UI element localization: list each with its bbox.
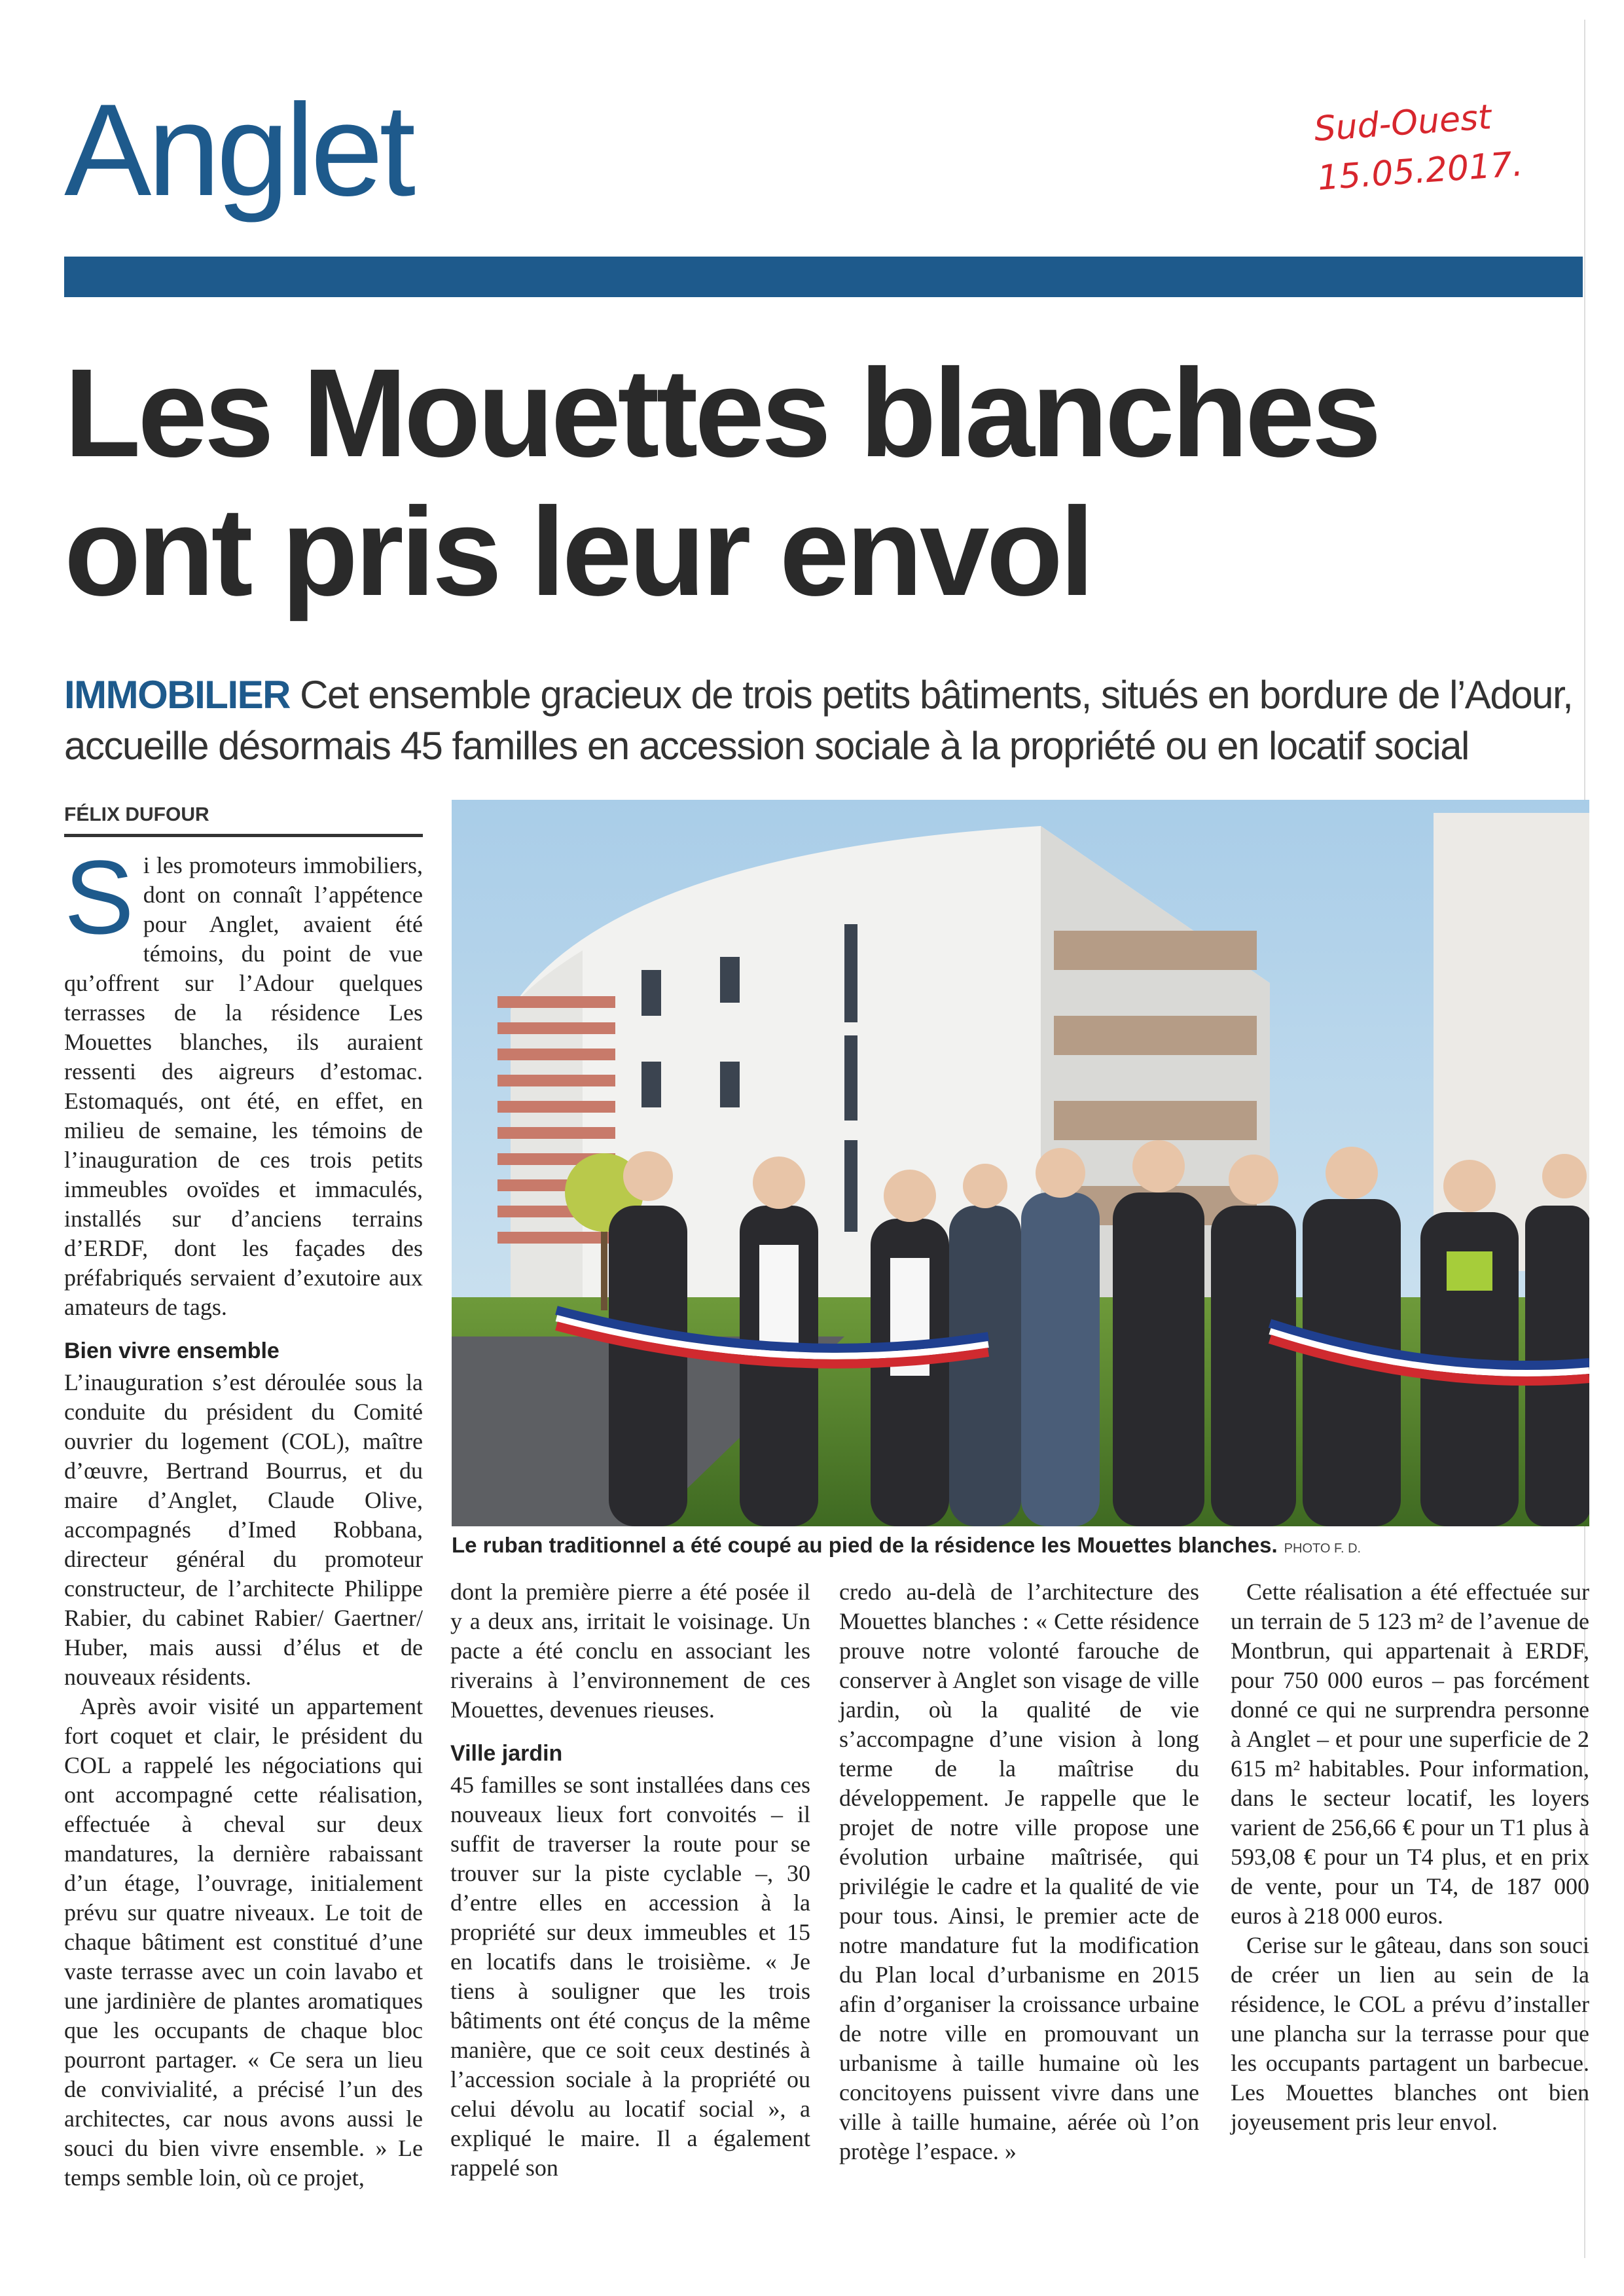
- byline: FÉLIX DUFOUR: [64, 804, 423, 837]
- handnote-date: 15.05.2017.: [1316, 145, 1525, 198]
- handwritten-note: [1312, 91, 1525, 204]
- article-photo: [452, 800, 1589, 1526]
- handnote-source: Sud-Ouest: [1312, 98, 1493, 149]
- photo-caption: [452, 1533, 1589, 1558]
- column-1: [64, 838, 423, 2193]
- headline-line-2: ont pris leur envol: [64, 481, 1092, 622]
- caption-text: Le ruban traditionnel a été coupé au pied de la résidence les Mouettes blanches.: [452, 1533, 1278, 1557]
- drop-cap: S: [64, 838, 134, 956]
- paragraph: Après avoir visité un appartement fort coquet et clair, le président du COL a rappelé les négociations qui ont accompagné cette réalisation, effectuée à cheval sur deux mandatures, la dernière rabaissant d’un étage, l’ouvrage, initialement prévu sur quatre niveaux. Le toit de chaque bâtiment est constitué d’une vaste terrasse avec un coin lavabo et une jardinière de plantes aromatiques que les occupants de chaque bloc pourront partager. « Ce sera un lieu de convivialité, a précisé l’un des architectes, car nous avons aussi le souci du bien vivre ensemble. » Le temps semble loin, où ce projet,: [64, 1693, 423, 2191]
- lead-text: Cet ensemble gracieux de trois petits bâtiments, situés en bordure de l’Adour, accueille désormais 45 familles en accession sociale à la propriété ou en locatif social: [64, 673, 1573, 768]
- section-title: Anglet: [64, 77, 412, 223]
- paragraph: Cerise sur le gâteau, dans son souci de créer un lien au sein de la résidence, le COL a prévu d’installer une plancha sur la terrasse pour que les occupants partagent un barbecue. Les Mouettes blanches ont bien joyeusement pris leur envol.: [1231, 1932, 1589, 2135]
- photo-credit: PHOTO F. D.: [1284, 1541, 1362, 1556]
- paragraph: credo au-delà de l’architecture des Mouettes blanches : « Cette résidence prouve notre volonté farouche de conserver à Anglet son visage de ville jardin, où la qualité de vie s’accompagne d’une vision à long terme de la maîtrise du développement. Je rappelle que le projet de notre ville propose une évolution urbaine maîtrisée, qui privilégie le cadre et la qualité de vie pour tous. Ainsi, le premier acte de notre mandature fut la modification du Plan local d’urbanisme en 2015 afin d’organiser la croissance urbaine de notre ville en promouvant un urbanisme à taille humaine où les concitoyens puissent vivre dans une ville à taille humaine, aérée où l’on protège l’espace. »: [839, 1579, 1199, 2164]
- paragraph: [64, 838, 423, 1322]
- column-3: [839, 1577, 1199, 2166]
- paragraph: 45 familles se sont installées dans ces nouveaux lieux fort convoités – il suffit de traverser la route pour se trouver sur la piste cyclable –, 30 d’entre elles en accession à la propriété sur deux immeubles et 15 en locatifs dans le troisième. « Je tiens à souligner que les trois bâtiments ont été conçus de la même manière, que ce soit ceux destinés à l’accession sociale à la propriété ou celui dévolu au locatif social », a expliqué le maire. Il a également rappelé son: [450, 1772, 810, 2181]
- paragraph: Cette réalisation a été effectuée sur un terrain de 5 123 m² de l’avenue de Montbrun, qui appartenait à ERDF, pour 750 000 euros – pas forcément donné ce qui ne surprendra personne à Anglet – et pour une superficie de 2 615 m² habitables. Pour information, dans le secteur locatif, les loyers varient de 256,66 € pour un T1 plus à 593,08 € pour un T4 plus, et en prix de vente, pour un T4, de 187 000 euros à 218 000 euros.: [1231, 1579, 1589, 1929]
- subheading: Ville jardin: [450, 1741, 563, 1766]
- paragraph-text: i les promoteurs immobiliers, dont on connaît l’appétence pour Anglet, avaient été témoins, du point de vue qu’offrent sur l’Adour quelques terrasses de la résidence Les Mouettes blanches, ils auraient ressenti des aigreurs d’estomac. Estomaqués, ont été, en effet, en milieu de semaine, les témoins de l’inauguration de ces trois petits immeubles ovoïdes et immaculés, installés sur d’anciens terrains d’ERDF, dont les façades des préfabriqués servaient d’exutoire aux amateurs de tags.: [64, 852, 423, 1320]
- paragraph: L’inauguration s’est déroulée sous la conduite du président du Comité ouvrier du logement (COL), maître d’œuvre, Bertrand Bourrus, et du maire d’Anglet, Claude Olive, accompagnés d’Imed Robbana, directeur général du promoteur constructeur, de l’architecte Philippe Rabier, du cabinet Rabier/ Gaertner/ Huber, mais aussi d’élus et de nouveaux résidents.: [64, 1369, 423, 1690]
- column-2: [450, 1577, 810, 2183]
- lead-paragraph: [64, 670, 1589, 772]
- lead-kicker: IMMOBILIER: [64, 673, 290, 717]
- column-4: [1231, 1577, 1589, 2137]
- headline: [64, 344, 1379, 621]
- subheading: Bien vivre ensemble: [64, 1338, 280, 1363]
- headline-line-1: Les Mouettes blanches: [64, 342, 1379, 483]
- paragraph: dont la première pierre a été posée il y a deux ans, irritait le voisinage. Un pacte a été conclu en associant les riverains à l’environnement de ces Mouettes, devenues rieuses.: [450, 1579, 810, 1723]
- section-band: [64, 257, 1583, 297]
